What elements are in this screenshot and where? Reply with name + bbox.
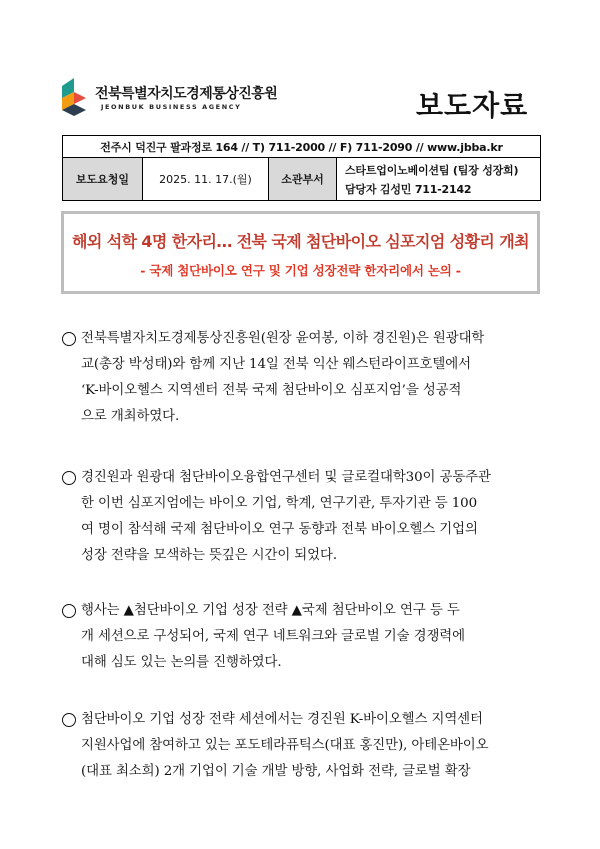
paragraph xyxy=(62,326,552,430)
address-row: 전주시 덕진구 팔과정로 164 // T) 711-2000 // F) 711-2090 // www.jbba.kr xyxy=(63,136,540,158)
circle-bullet-icon xyxy=(62,713,76,727)
request-date-label: 보도요청일 xyxy=(63,158,143,200)
paragraph-line: 한 이번 심포지엄에는 바이오 기업, 학계, 연구기관, 투자기관 등 100 xyxy=(81,496,478,511)
circle-bullet-icon xyxy=(62,471,76,485)
circle-bullet-icon xyxy=(62,332,76,346)
paragraph-line: 경진원과 원광대 첨단바이오융합연구센터 및 글로컬대학30이 공동주관 xyxy=(81,470,491,485)
paragraph-line: ‘K-바이오헬스 지역센터 전북 국제 첨단바이오 심포지엄’을 성공적 xyxy=(81,383,462,398)
contact-value: 담당자 김성민 711-2142 xyxy=(345,182,472,196)
organization-name-english: JEONBUK BUSINESS AGENCY xyxy=(101,103,242,111)
paragraph-line: 여 명이 참석해 국제 첨단바이오 연구 동향과 전북 바이오헬스 기업의 xyxy=(81,522,478,537)
paragraph-line: 첨단바이오 기업 성장 전략 세션에서는 경진원 K-바이오헬스 지역센터 xyxy=(81,712,483,727)
headline-box xyxy=(61,211,540,294)
jbba-logo-icon xyxy=(60,78,88,116)
department-cell xyxy=(337,158,540,200)
paragraph-line: 대해 심도 있는 논의를 진행하였다. xyxy=(81,655,282,670)
paragraph-line: (대표 최소희) 2개 기업이 기술 개발 방향, 사업화 전략, 글로벌 확장 xyxy=(81,764,471,779)
paragraph-line: 으로 개최하였다. xyxy=(81,409,180,424)
paragraph-line: 전북특별자치도경제통상진흥원(원장 윤여봉, 이하 경진원)은 원광대학 xyxy=(81,331,485,346)
department-label: 소관부서 xyxy=(269,158,337,200)
info-table xyxy=(62,135,541,201)
paragraph xyxy=(62,707,552,785)
request-date-value: 2025. 11. 17.(월) xyxy=(143,158,269,200)
paragraph-line: 교(총장 박성태)와 함께 지난 14일 전북 익산 웨스턴라이프호텔에서 xyxy=(81,357,471,372)
paragraph xyxy=(62,465,552,569)
document-type-title: 보도자료 xyxy=(416,89,529,122)
paragraph-line: 개 세션으로 구성되어, 국제 연구 네트워크와 글로벌 기술 경쟁력에 xyxy=(81,629,465,644)
circle-bullet-icon xyxy=(62,604,76,618)
paragraph xyxy=(62,598,552,676)
headline-subtitle: - 국제 첨단바이오 연구 및 기업 성장전략 한자리에서 논의 - xyxy=(140,263,461,278)
organization-name: 전북특별자치도경제통상진흥원 xyxy=(95,86,278,102)
department-value: 스타트업이노베이션팀 (팀장 성장희) xyxy=(345,163,519,177)
headline-title: 해외 석학 4명 한자리… 전북 국제 첨단바이오 심포지엄 성황리 개최 xyxy=(72,232,529,251)
paragraph-line: 성장 전략을 모색하는 뜻깊은 시간이 되었다. xyxy=(81,548,337,563)
paragraph-line: 행사는 ▲첨단바이오 기업 성장 전략 ▲국제 첨단바이오 연구 등 두 xyxy=(81,603,460,618)
paragraph-line: 지원사업에 참여하고 있는 포도테라퓨틱스(대표 홍진만), 아테온바이오 xyxy=(81,738,489,753)
